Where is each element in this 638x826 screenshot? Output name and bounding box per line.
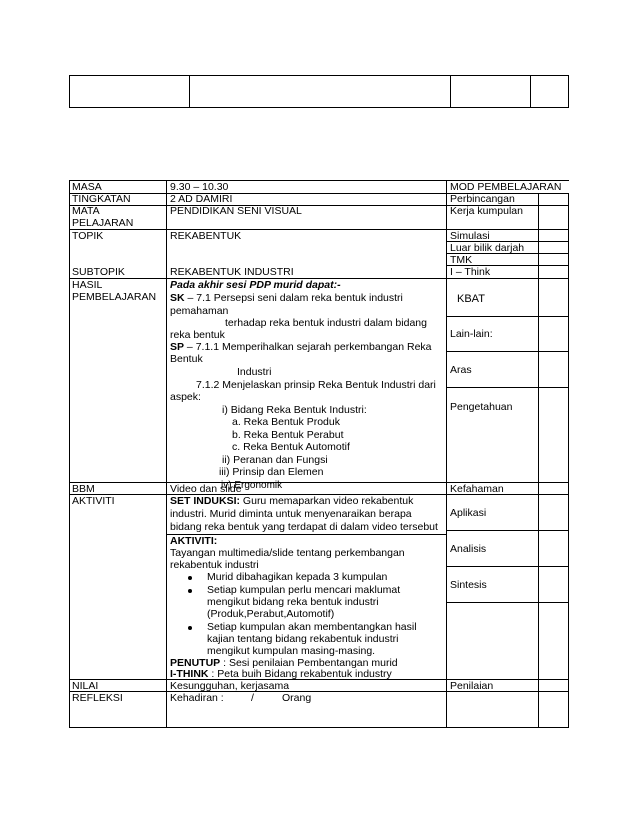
value-refleksi-slash: / (251, 692, 254, 704)
mod-item: Kefahaman (450, 483, 504, 495)
set-induksi-text: Guru memaparkan video rekabentuk (240, 495, 414, 507)
mod-item: Simulasi (450, 230, 490, 242)
hasil-line: aspek: (170, 391, 201, 403)
mod-title: MOD PEMBELAJARAN (450, 181, 562, 193)
ithink-text: : Peta buih Bidang rekabentuk industry (208, 668, 392, 680)
aktiviti-line: industri. Murid diminta untuk menyenaraikan berapa (170, 508, 412, 520)
hasil-line: 7.1.2 Menjelaskan prinsip Reka Bentuk Industri dari (196, 379, 436, 391)
mod-item: Aplikasi (450, 507, 487, 519)
bullet-item-cont: mengikut bidang reka bentuk industri (207, 596, 379, 608)
sk-text: – 7.1 Persepsi seni dalam reka bentuk industri (184, 292, 403, 304)
hasil-line: iii) Prinsip dan Elemen (219, 466, 324, 478)
ithink-label: I-THINK (170, 668, 209, 680)
set-induksi-label: SET INDUKSI: (170, 495, 241, 507)
aktiviti-line: bidang reka bentuk yang terdapat di dalam video tersebut (170, 521, 438, 533)
label-hasil: HASIL (72, 279, 103, 291)
mod-item: Penilaian (450, 680, 494, 692)
value-masa: 9.30 – 10.30 (170, 181, 229, 193)
hasil-sk-line (170, 292, 403, 305)
bullet-item: Setiap kumpulan perlu mencari maklumat (207, 584, 401, 596)
sp-code: SP (170, 341, 185, 353)
hasil-line: pemahaman (170, 305, 229, 317)
sp-text: – 7.1.1 Memperihalkan sejarah perkembangan Reka (184, 341, 432, 353)
mod-item: I – Think (450, 266, 491, 278)
bullet-item: Setiap kumpulan akan membentangkan hasil (207, 621, 417, 633)
bullet-item-cont: mengikut kumpulan masing-masing. (207, 645, 376, 657)
label-nilai: NILAI (72, 680, 99, 692)
bullet-icon (188, 589, 192, 593)
hasil-line: Bentuk (170, 353, 203, 365)
hasil-heading: Pada akhir sesi PDP murid dapat:- (170, 279, 341, 291)
label-subtopik: SUBTOPIK (72, 266, 125, 278)
label-tingkatan: TINGKATAN (72, 193, 131, 205)
bullet-icon (188, 576, 192, 580)
hasil-line: reka bentuk (170, 329, 225, 341)
value-refleksi-kehadiran: Kehadiran : (170, 692, 224, 704)
mod-item: Perbincangan (450, 193, 515, 205)
label-masa: MASA (72, 181, 102, 193)
hasil-line: terhadap reka bentuk industri dalam bidang (225, 317, 427, 329)
value-subtopik: REKABENTUK INDUSTRI (170, 266, 294, 278)
hasil-sp-line (170, 341, 432, 354)
label-aktiviti: AKTIVITI (72, 495, 115, 507)
label-pelajaran: PELAJARAN (72, 217, 134, 229)
label-refleksi: REFLEKSI (72, 692, 123, 704)
hasil-line: iv) Ergonomik (221, 480, 283, 491)
bullet-item-cont: (Produk,Perabut,Automotif) (207, 608, 335, 620)
mod-item: Sintesis (450, 579, 487, 591)
aktiviti-line: rekabentuk industri (170, 559, 259, 571)
penutup-label: PENUTUP (170, 657, 221, 669)
penutup-text: : Sesi penilaian Pembentangan murid (220, 657, 398, 669)
aktiviti-line: Tayangan multimedia/slide tentang perkembangan (170, 547, 405, 559)
hasil-line: ii) Peranan dan Fungsi (222, 454, 328, 466)
mod-kbat: KBAT (457, 293, 485, 305)
bullet-icon (188, 626, 192, 630)
set-induksi-line (170, 495, 413, 508)
mod-item: Lain-lain: (450, 328, 493, 340)
value-nilai: Kesungguhan, kerjasama (170, 680, 290, 692)
bullet-item: Murid dibahagikan kepada 3 kumpulan (207, 571, 388, 583)
mod-item: Luar bilik darjah (450, 242, 525, 254)
mod-item: Pengetahuan (450, 401, 513, 413)
hasil-line: i) Bidang Reka Bentuk Industri: (222, 404, 367, 416)
hasil-line: c. Reka Bentuk Automotif (232, 441, 350, 453)
mod-item: Kerja kumpulan (450, 205, 523, 217)
bullet-item-cont: kajian tentang bidang rekabentuk industri (207, 633, 399, 645)
hasil-line: b. Reka Bentuk Perabut (232, 429, 344, 441)
label-bbm: BBM (72, 483, 95, 495)
value-refleksi-orang: Orang (282, 692, 312, 704)
label-topik: TOPIK (72, 230, 104, 242)
label-mata: MATA (72, 205, 100, 217)
hasil-line: Industri (237, 366, 272, 378)
mod-item: TMK (450, 254, 473, 266)
aktiviti-label: AKTIVITI: (170, 535, 218, 547)
sk-code: SK (170, 292, 185, 304)
label-pembelajaran: PEMBELAJARAN (72, 291, 157, 303)
value-tingkatan: 2 AD DAMIRI (170, 193, 233, 205)
mod-item: Aras (450, 364, 472, 376)
hasil-line: a. Reka Bentuk Produk (232, 416, 340, 428)
value-mata-pelajaran: PENDIDIKAN SENI VISUAL (170, 205, 302, 217)
value-bbm: Video dan slide (170, 483, 242, 495)
mod-item: Analisis (450, 543, 487, 555)
value-topik: REKABENTUK (170, 230, 242, 242)
